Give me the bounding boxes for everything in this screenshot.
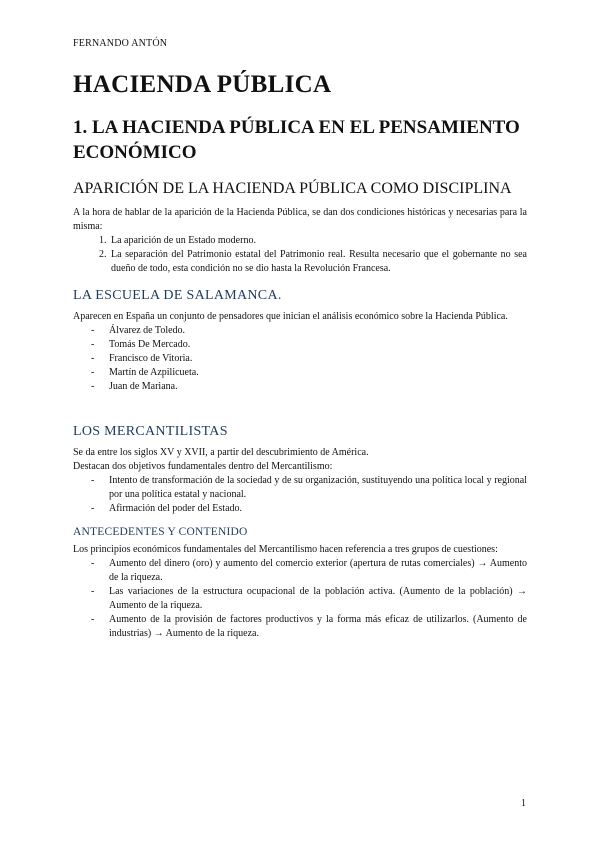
list-item: - Aumento del dinero (oro) y aumento del comercio exterior (apertura de rutas comerciales) → Aumento de la riqueza. [91,557,527,585]
list-item: - Juan de Mariana. [91,380,527,394]
list-item: 1. La aparición de un Estado moderno. [109,234,527,248]
section-intro-aparicion: A la hora de hablar de la aparición de la Hacienda Pública, se dan dos condiciones históricas y necesarias para la misma: [73,207,527,233]
list-item: - Intento de transformación de la sociedad y de su organización, sustituyendo una política local y regional por una política estatal y nacional. [91,474,527,502]
objectives-list [73,474,527,516]
list-item: 2. La separación del Patrimonio estatal del Patrimonio real. Resulta necesario que el gobernante no sea dueño de todo, esta condición no se dio hasta la Revolución Francesa. [109,248,527,276]
section-heading-antecedentes: ANTECEDENTES Y CONTENIDO [73,526,248,539]
conditions-list [73,234,527,276]
section-heading-aparicion: APARICIÓN DE LA HACIENDA PÚBLICA COMO DISCIPLINA [73,180,512,198]
section-intro-salamanca: Aparecen en España un conjunto de pensadores que inician el análisis económico sobre la Hacienda Pública. [73,311,508,323]
chapter-heading: 1. LA HACIENDA PÚBLICA EN EL PENSAMIENTO ECONÓMICO [73,117,520,163]
list-item: - Tomás De Mercado. [91,338,527,352]
list-item: - Las variaciones de la estructura ocupacional de la población activa. (Aumento de la población) → Aumento de la riqueza. [91,585,527,613]
list-item: - Aumento de la provisión de factores productivos y la forma más eficaz de utilizarlos. (Aumento de industrias) → Aumento de la riqueza. [91,613,527,641]
page-content [73,70,527,641]
thinkers-list [73,324,527,394]
list-item: - Afirmación del poder del Estado. [91,502,527,516]
document-title: HACIENDA PÚBLICA [73,71,332,98]
list-item: - Martín de Azpilicueta. [91,366,527,380]
section-intro-antecedentes: Los principios económicos fundamentales del Mercantilismo hacen referencia a tres grupos de cuestiones: [73,544,498,556]
section-heading-salamanca: LA ESCUELA DE SALAMANCA. [73,288,282,304]
list-item: - Álvarez de Toledo. [91,324,527,338]
principles-list [73,557,527,641]
section-text-mercantilistas-1: Se da entre los siglos XV y XVII, a partir del descubrimiento de América. [73,447,369,459]
author-header: FERNANDO ANTÓN [73,38,168,49]
page-number: 1 [521,798,526,809]
section-heading-mercantilistas: LOS MERCANTILISTAS [73,424,228,440]
list-item: - Francisco de Vitoria. [91,352,527,366]
section-text-mercantilistas-2: Destacan dos objetivos fundamentales dentro del Mercantilismo: [73,461,333,473]
